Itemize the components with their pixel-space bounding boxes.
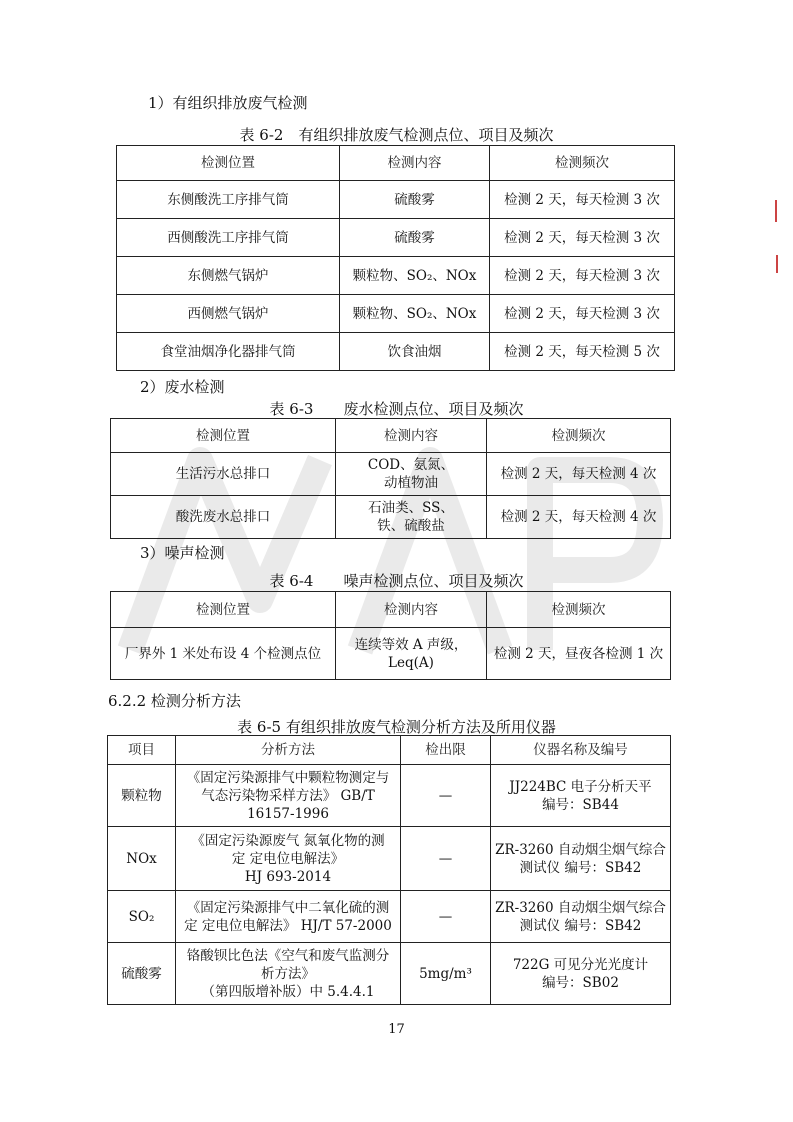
table-row [108, 891, 671, 943]
table-header-cell: 项目 [108, 736, 176, 765]
table-cell: SO₂ [108, 891, 176, 943]
table-cell [491, 827, 671, 891]
edge-mark [775, 200, 777, 222]
table-header-cell: 检测位置 [117, 146, 340, 181]
table-cell: — [401, 765, 491, 827]
table-6-5-caption: 表 6-5 有组织排放废气检测分析方法及所用仪器 [237, 718, 556, 736]
table-cell [491, 765, 671, 827]
table-cell: 检测 2 天，每天检测 3 次 [490, 219, 675, 257]
table-cell: 生活污水总排口 [111, 453, 336, 496]
cell-line: 析方法》 [261, 965, 315, 982]
cell-line: COD、氨氮、 [367, 457, 455, 473]
table-cell: — [401, 827, 491, 891]
table-cell [176, 827, 401, 891]
edge-mark [776, 255, 778, 273]
cell-line: 定 定电位电解法》 HJ/T 57-2000 [184, 917, 392, 934]
table-cell: 东侧酸洗工序排气筒 [117, 181, 340, 219]
table-header-cell: 检测内容 [336, 592, 487, 628]
table-cell: 检测 2 天，每天检测 3 次 [490, 181, 675, 219]
table-cell [336, 628, 487, 680]
table-6-4-caption: 表 6-4 噪声检测点位、项目及频次 [269, 572, 524, 590]
cell-line: 定 定电位电解法》 [231, 850, 345, 867]
table-6-3 [110, 418, 671, 539]
cell-line: ZR-3260 自动烟尘烟气综合 [495, 899, 666, 916]
table-cell [176, 765, 401, 827]
cell-line: （第四版增补版）中 5.4.4.1 [201, 983, 375, 1000]
table-cell: 硫酸雾 [340, 219, 490, 257]
table-cell: 5mg/m³ [401, 943, 491, 1005]
cell-line: ZR-3260 自动烟尘烟气综合 [495, 841, 666, 858]
cell-line: 测试仪 编号：SB42 [519, 859, 642, 876]
table-header-cell: 检测内容 [340, 146, 490, 181]
table-row [111, 453, 671, 496]
table-header-cell: 仪器名称及编号 [491, 736, 671, 765]
table-row [117, 219, 675, 257]
table-cell: 西侧燃气锅炉 [117, 295, 340, 333]
table-row [117, 333, 675, 371]
cell-line: 动植物油 [384, 475, 438, 491]
table-cell: 食堂油烟净化器排气筒 [117, 333, 340, 371]
table-cell [176, 943, 401, 1005]
cell-line: JJ224BC 电子分析天平 [509, 778, 652, 795]
table-header-cell: 检测频次 [490, 146, 675, 181]
table-row [111, 628, 671, 680]
table-row [108, 943, 671, 1005]
section-heading-1: 1）有组织排放废气检测 [148, 94, 308, 112]
table-header-cell: 检测位置 [111, 592, 336, 628]
table-header-cell: 分析方法 [176, 736, 401, 765]
table-6-3-caption: 表 6-3 废水检测点位、项目及频次 [269, 400, 524, 418]
cell-line: 连续等效 A 声级， [354, 636, 468, 653]
table-cell: 检测 2 天，昼夜各检测 1 次 [487, 628, 671, 680]
table-cell: NOx [108, 827, 176, 891]
table-header-cell: 检测内容 [336, 419, 487, 453]
cell-line: 石油类、SS、 [368, 500, 454, 516]
table-cell: 东侧燃气锅炉 [117, 257, 340, 295]
table-6-4 [110, 591, 671, 680]
page-number: 17 [388, 1022, 405, 1037]
cell-line: HJ 693-2014 [244, 868, 332, 885]
table-header-cell: 检测位置 [111, 419, 336, 453]
table-row [108, 765, 671, 827]
table-cell: 颗粒物、SO₂、NOx [340, 257, 490, 295]
table-cell: 检测 2 天，每天检测 4 次 [487, 453, 671, 496]
table-row [108, 827, 671, 891]
table-cell: 检测 2 天，每天检测 4 次 [487, 496, 671, 539]
table-row [111, 496, 671, 539]
table-6-5 [107, 735, 671, 1005]
table-row [117, 295, 675, 333]
cell-line: 《固定污染源废气 氮氧化物的测 [191, 832, 385, 849]
table-cell: 检测 2 天，每天检测 3 次 [490, 257, 675, 295]
table-cell [491, 891, 671, 943]
cell-line: Leq(A) [388, 654, 434, 671]
cell-line: 722G 可见分光光度计 [512, 956, 649, 973]
table-cell: 饮食油烟 [340, 333, 490, 371]
cell-line: 《固定污染源排气中二氧化硫的测 [186, 899, 390, 916]
table-cell [176, 891, 401, 943]
table-header-cell: 检测频次 [487, 419, 671, 453]
table-cell: 检测 2 天，每天检测 5 次 [490, 333, 675, 371]
table-cell: 酸洗废水总排口 [111, 496, 336, 539]
table-row [117, 257, 675, 295]
table-header-cell: 检测频次 [487, 592, 671, 628]
table-cell: 西侧酸洗工序排气筒 [117, 219, 340, 257]
table-cell: 颗粒物、SO₂、NOx [340, 295, 490, 333]
cell-line: 铁、硫酸盐 [377, 518, 445, 534]
section-heading-3: 3）噪声检测 [140, 544, 225, 562]
section-heading-2: 2）废水检测 [140, 378, 225, 396]
table-cell: 颗粒物 [108, 765, 176, 827]
table-row [117, 181, 675, 219]
cell-line: 《固定污染源排气中颗粒物测定与 [186, 769, 390, 786]
cell-line: 气态污染物采样方法》 GB/T [201, 787, 375, 804]
table-cell: 检测 2 天，每天检测 3 次 [490, 295, 675, 333]
cell-line: 编号：SB44 [542, 796, 619, 813]
table-cell: 厂界外 1 米处布设 4 个检测点位 [111, 628, 336, 680]
section-heading-4: 6.2.2 检测分析方法 [108, 692, 241, 710]
table-cell: 硫酸雾 [340, 181, 490, 219]
table-6-2-caption: 表 6-2 有组织排放废气检测点位、项目及频次 [239, 126, 554, 144]
table-6-2 [116, 145, 675, 371]
cell-line: 16157-1996 [247, 805, 329, 822]
table-cell: 硫酸雾 [108, 943, 176, 1005]
cell-line: 编号：SB02 [542, 974, 619, 991]
cell-line: 铬酸钡比色法《空气和废气监测分 [186, 947, 390, 964]
cell-line: 测试仪 编号：SB42 [519, 917, 642, 934]
table-cell [336, 496, 487, 539]
table-cell [491, 943, 671, 1005]
table-header-cell: 检出限 [401, 736, 491, 765]
table-cell: — [401, 891, 491, 943]
table-cell [336, 453, 487, 496]
